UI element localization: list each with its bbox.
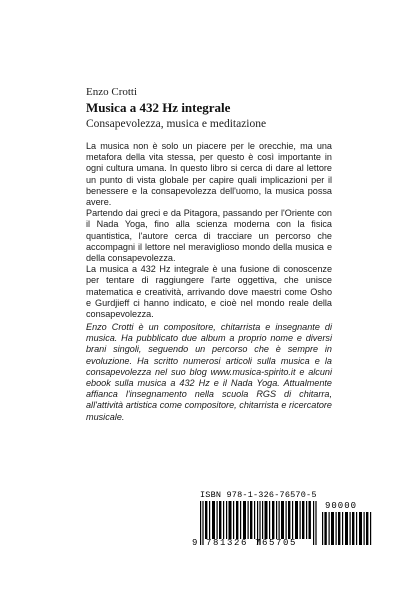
description-paragraph: La musica a 432 Hz integrale è una fusione di conoscenze per tentare di raggiungere l'arte oggettiva, che unisce matematica e creatività, arrivando dove maestri come Osho e Gurdjieff ci hanno indicato, e cioè nel mondo reale della consapevolezza. (86, 264, 332, 320)
book-subtitle: Consapevolezza, musica e meditazione (86, 118, 267, 130)
book-title: Musica a 432 Hz integrale (86, 100, 231, 115)
addon-barcode-bars (322, 512, 372, 545)
author-bio: Enzo Crotti è un compositore, chitarrista e insegnante di musica. Ha pubblicato due album a proprio nome e diversi brani singoli, seguendo un percorso che è sempre in evoluzione. Ha scritto numerosi articoli sulla musica e la consapevolezza nel suo blog www.musica-spirito.it e alcuni ebook sulla musica a 432 Hz e il Nada Yoga. Attualmente affianca l'insegnamento nella scuola RGS di chitarra, all'attività artistica come compositore, chitarrista e ricercatore musicale. (86, 322, 332, 422)
isbn-barcode (192, 490, 376, 550)
isbn-addon-digits: 90000 (325, 501, 358, 511)
description-paragraph: Partendo dai greci e da Pitagora, passando per l'Oriente con il Nada Yoga, fino alla scienza moderna con la fisica quantistica, l'autore cerca di tracciare un percorso che accompagni il lettore nel meraviglioso mondo della musica e della consapevolezza. (86, 208, 332, 264)
description-paragraph: La musica non è solo un piacere per le orecchie, ma una metafora della vita stessa, per questo è così importante in ogni cultura umana. In questo libro si cerca di dare al lettore un punto di vista globale per capire quali implicazioni per il benessere e la consapevolezza dell'uomo, la musica possa avere. (86, 141, 332, 208)
ean-digits: 9 781326 765705 (192, 538, 298, 548)
book-description (86, 141, 332, 320)
author-name: Enzo Crotti (86, 86, 138, 98)
isbn-label: ISBN 978-1-326-76570-5 (200, 490, 317, 500)
